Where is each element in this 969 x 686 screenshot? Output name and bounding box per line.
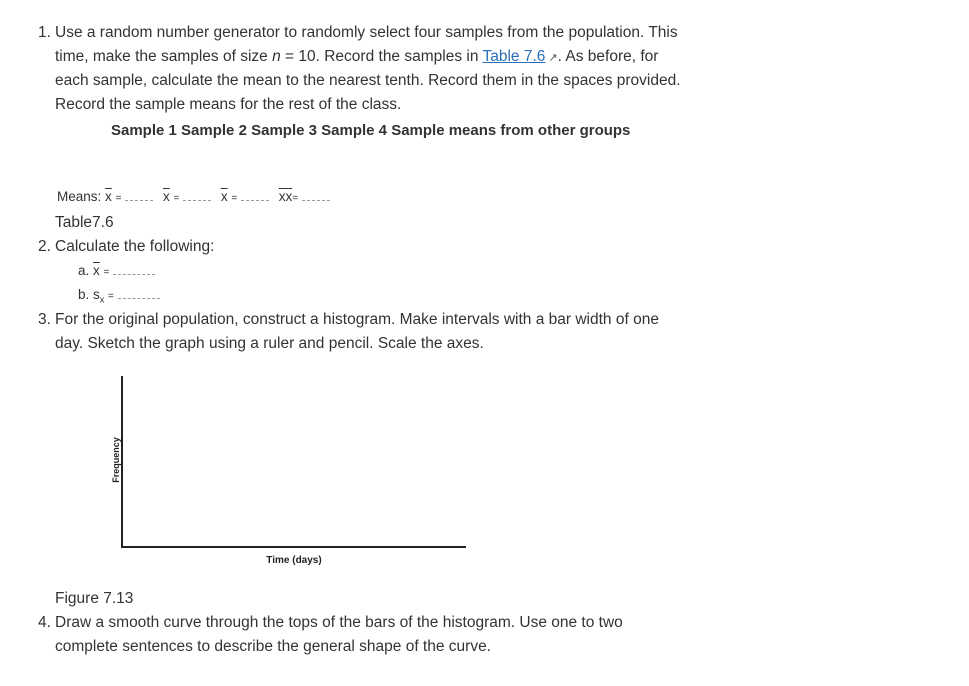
item1-line3: each sample, calculate the mean to the nearest tenth. Record them in the spaces provided. xyxy=(55,72,681,89)
table-header-row xyxy=(111,122,630,139)
mean-x-3: $\overline{x}$ xyxy=(220,189,228,204)
item2a-var: $\overline{x}$ xyxy=(93,263,100,278)
item1-line2-post: . As before, for xyxy=(557,48,659,65)
item2b-blank[interactable] xyxy=(118,288,160,299)
eq-1: = xyxy=(115,193,122,204)
item1-line2 xyxy=(55,45,658,70)
header-sample-2: Sample 2 xyxy=(181,122,247,139)
external-link-icon[interactable]: ↗ xyxy=(548,52,558,64)
y-axis xyxy=(121,376,123,548)
item4-line1: Draw a smooth curve through the tops of the bars of the histogram. Use one to two xyxy=(55,614,623,631)
eq-4: = xyxy=(292,193,299,204)
mean-blank-1[interactable] xyxy=(125,190,153,201)
eq-3: = xyxy=(231,193,238,204)
item1-line2-pre: time, make the samples of size xyxy=(55,48,273,65)
mean-blank-4[interactable] xyxy=(302,190,330,201)
header-other-groups: Sample means from other groups xyxy=(391,122,631,139)
mean-x-2: $\overline{x}$ xyxy=(162,189,170,204)
item1-number: 1. xyxy=(38,24,51,41)
n-variable: n xyxy=(272,48,281,65)
mean-blank-2[interactable] xyxy=(183,190,211,201)
header-sample-1: Sample 1 xyxy=(111,122,177,139)
header-sample-3: Sample 3 xyxy=(251,122,317,139)
item3-number: 3. xyxy=(38,311,51,328)
mean-x-4: $\overline{x}$ xyxy=(278,189,286,204)
mean-x-4b: $\overline{x}$ xyxy=(285,189,293,204)
x-axis xyxy=(121,546,466,548)
item4-number: 4. xyxy=(38,614,51,631)
mean-x-1: $\overline{x}$ xyxy=(105,189,112,204)
item1-line2-mid: = 10. Record the samples in xyxy=(280,48,483,65)
item2-text: Calculate the following: xyxy=(55,238,215,255)
item2b-var xyxy=(93,287,105,305)
item4-line2: complete sentences to describe the general shape of the curve. xyxy=(55,638,491,655)
item2a-label: a. xyxy=(78,263,90,278)
item2b-label: b. xyxy=(78,287,90,302)
y-axis-label: Frequency xyxy=(111,437,121,483)
means-label: Means: xyxy=(57,189,102,204)
header-sample-4: Sample 4 xyxy=(321,122,388,139)
x-axis-label: Time (days) xyxy=(266,555,322,566)
eq-2: = xyxy=(173,193,180,204)
means-row xyxy=(57,189,330,204)
table-7-6-link[interactable]: Table 7.6 xyxy=(482,48,546,65)
item2a xyxy=(78,263,155,278)
mean-blank-3[interactable] xyxy=(241,190,269,201)
item1-line1: Use a random number generator to randomly select four samples from the population. This xyxy=(55,24,678,41)
item2-number: 2. xyxy=(38,238,51,255)
item2b-sub: x xyxy=(99,294,105,305)
figure-caption: Figure 7.13 xyxy=(55,590,134,607)
item1-line4: Record the sample means for the rest of the class. xyxy=(55,96,402,113)
item2b xyxy=(78,287,160,305)
item2b-eq: = xyxy=(108,291,114,302)
item3-line1: For the original population, construct a histogram. Make intervals with a bar width of one xyxy=(55,311,659,328)
table-caption: Table7.6 xyxy=(55,214,114,231)
item3-line2: day. Sketch the graph using a ruler and pencil. Scale the axes. xyxy=(55,335,484,352)
item2a-blank[interactable] xyxy=(113,264,155,275)
item2b-s: s xyxy=(93,287,100,302)
item2a-eq: = xyxy=(103,267,110,278)
